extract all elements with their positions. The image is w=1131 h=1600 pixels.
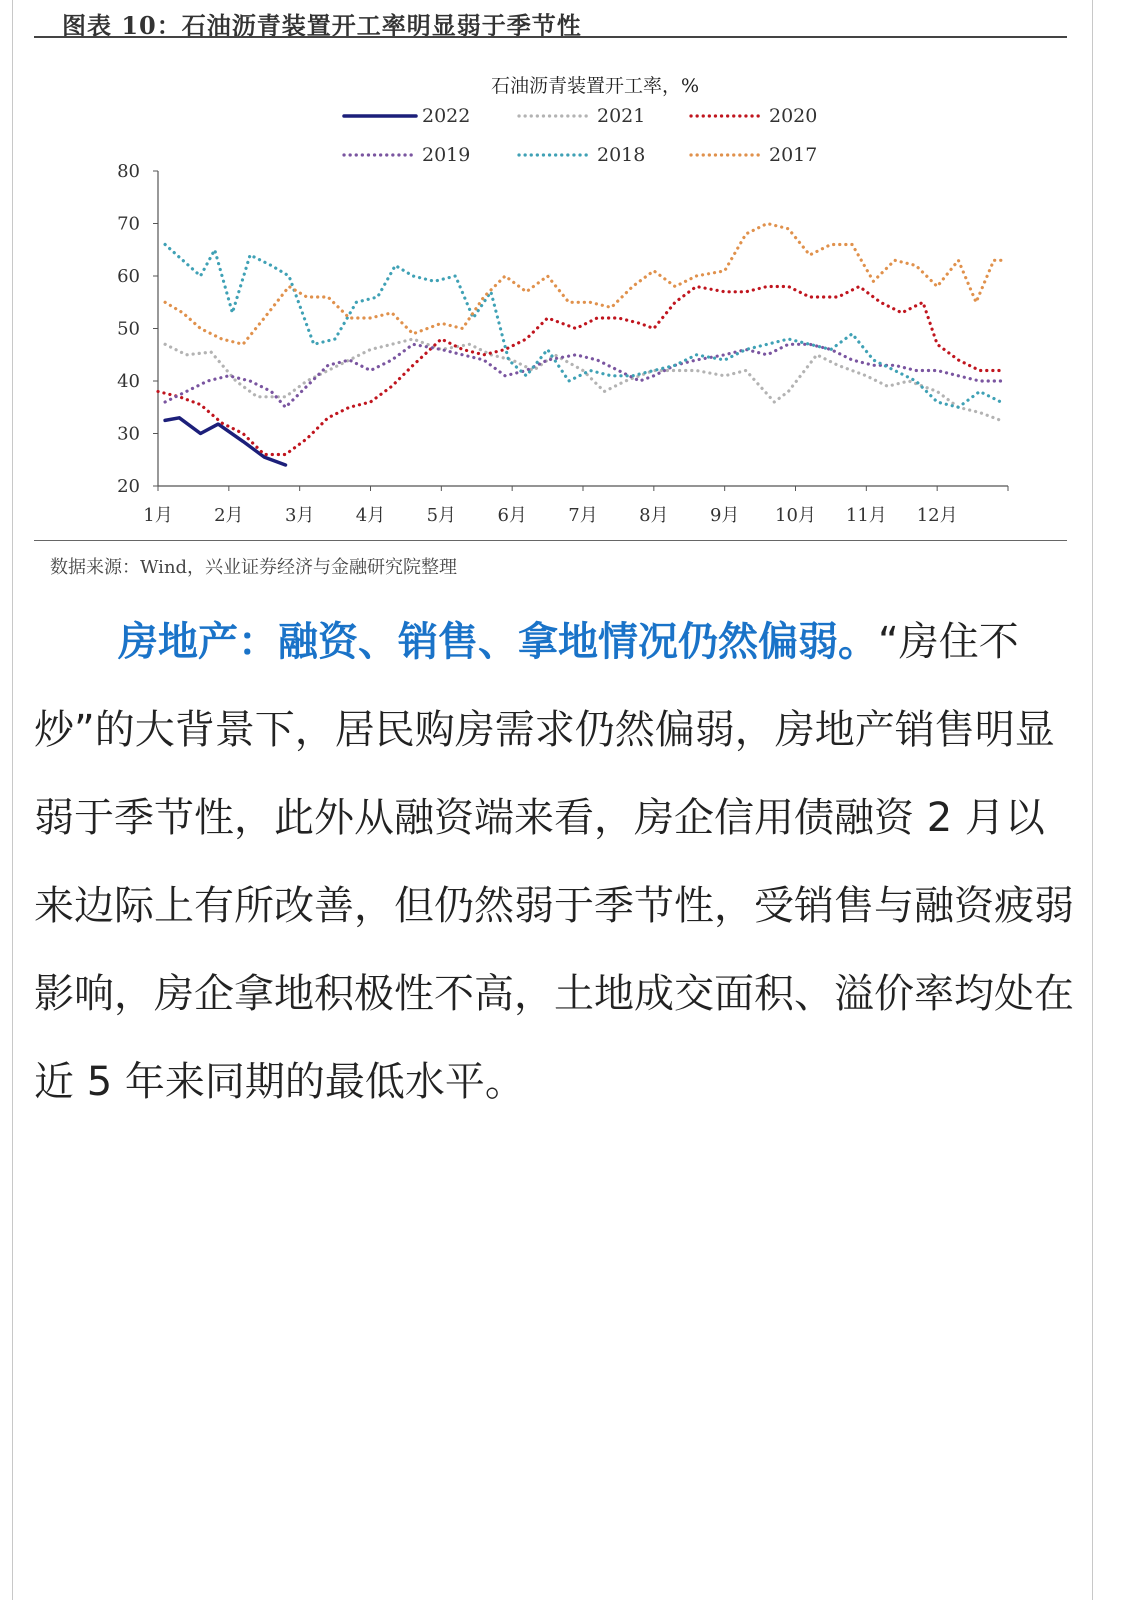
paragraph-body: “房住不炒”的大背景下，居民购房需求仍然偏弱，房地产销售明显弱于季节性，此外从融资端来看，房企信用债融资 2 月以来边际上有所改善，但仍然弱于季节性，受销售与融资疲弱影响，房企拿地积极性不高，土地成交面积、溢价率均处在近 5 年来同期的最低水平。 (34, 619, 1074, 1105)
x-tick-label: 7月 (568, 505, 598, 526)
y-tick-label: 40 (117, 371, 140, 392)
x-tick-label: 2月 (214, 505, 244, 526)
figure-bottom-rule (34, 540, 1067, 541)
x-tick-label: 10月 (775, 505, 816, 526)
y-tick-label: 20 (117, 476, 140, 497)
chart-title: 石油沥青装置开工率，% (490, 75, 700, 97)
x-tick-label: 5月 (426, 505, 457, 526)
x-tick-label: 3月 (284, 505, 315, 526)
y-tick-label: 80 (117, 161, 140, 182)
series-line-2020 (158, 287, 1001, 455)
x-tick-label: 4月 (355, 505, 386, 526)
paragraph-lead: 房地产：融资、销售、拿地情况仍然偏弱。 (118, 619, 878, 665)
page-right-edge (1092, 0, 1093, 1600)
figure-source: 数据来源：Wind，兴业证券经济与金融研究院整理 (50, 557, 458, 578)
legend-label-2021: 2021 (597, 105, 646, 127)
x-tick-label: 9月 (709, 505, 740, 526)
series-line-2018 (165, 245, 1001, 408)
x-tick-label: 1月 (143, 505, 173, 526)
line-chart (34, 40, 1034, 535)
legend-label-2019: 2019 (422, 144, 471, 166)
figure-title: 图表 10：石油沥青装置开工率明显弱于季节性 (62, 11, 582, 40)
chart-axes (117, 161, 1008, 526)
x-tick-label: 8月 (639, 505, 669, 526)
series-line-2021 (165, 339, 1001, 420)
x-tick-label: 11月 (845, 505, 887, 526)
legend-label-2018: 2018 (597, 144, 646, 166)
x-tick-label: 12月 (916, 505, 958, 526)
legend-label-2017: 2017 (769, 144, 818, 166)
y-tick-label: 70 (117, 213, 140, 235)
chart-legend (344, 105, 817, 166)
y-tick-label: 30 (117, 423, 140, 445)
page-left-edge (12, 0, 13, 1600)
legend-label-2020: 2020 (769, 105, 818, 127)
legend-label-2022: 2022 (422, 105, 471, 127)
body-paragraph (34, 598, 1084, 1126)
y-tick-label: 50 (117, 318, 140, 340)
series-line-2019 (165, 344, 1001, 407)
series-line-2017 (165, 224, 1001, 345)
series-line-2022 (165, 418, 285, 465)
x-tick-label: 6月 (497, 505, 527, 526)
y-tick-label: 60 (117, 266, 140, 287)
chart-series (158, 224, 1001, 466)
figure-top-rule (34, 36, 1067, 38)
